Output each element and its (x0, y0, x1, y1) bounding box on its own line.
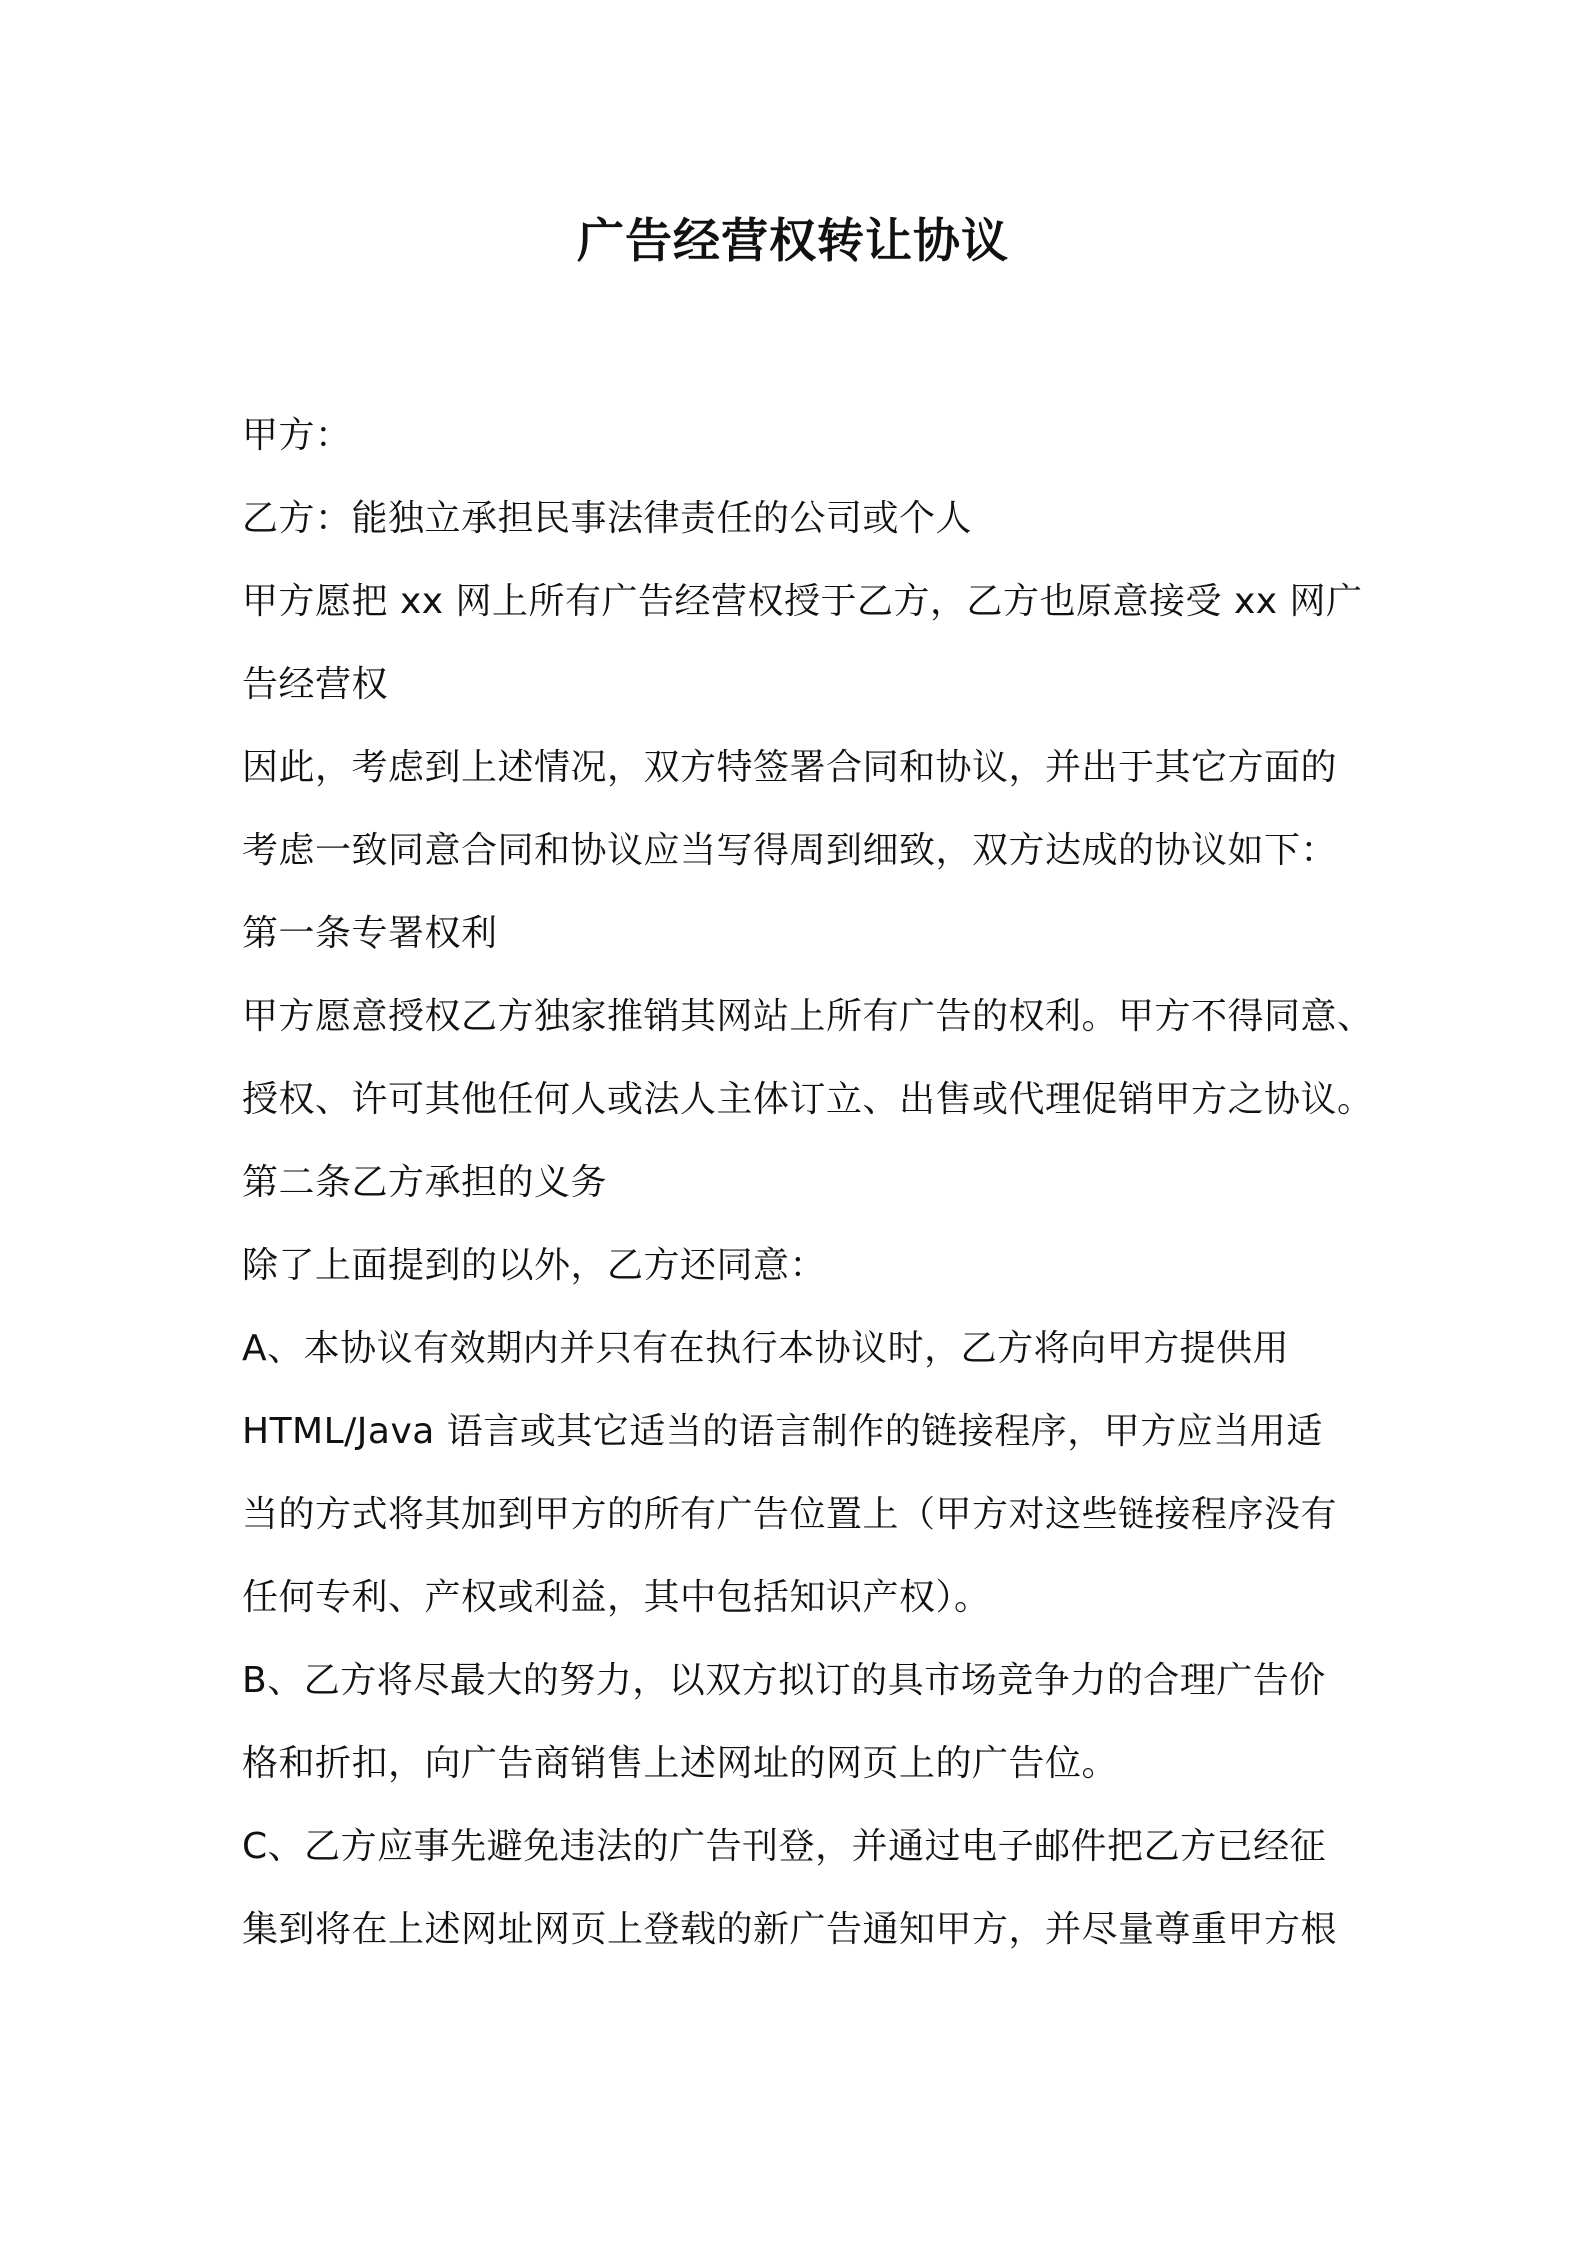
clause-line: 集到将在上述网址网页上登载的新广告通知甲方，并尽量尊重甲方根 (242, 1909, 1338, 1950)
body-line: 甲方愿把 xx 网上所有广告经营权授于乙方，乙方也原意接受 xx 网广 (242, 581, 1363, 622)
body-line: 因此，考虑到上述情况，双方特签署合同和协议，并出于其它方面的 (242, 747, 1338, 788)
clause-line: 格和折扣，向广告商销售上述网址的网页上的广告位。 (242, 1743, 1119, 1784)
clause-line: 任何专利、产权或利益，其中包括知识产权）。 (242, 1577, 991, 1618)
body-line: 除了上面提到的以外，乙方还同意： (242, 1245, 827, 1286)
clause-line: HTML/Java 语言或其它适当的语言制作的链接程序，甲方应当用适 (242, 1411, 1323, 1452)
body-line: 甲方愿意授权乙方独家推销其网站上所有广告的权利。甲方不得同意、 (242, 996, 1374, 1037)
body-line: 告经营权 (242, 664, 389, 705)
party-a-line: 甲方： (242, 415, 352, 456)
article-heading: 第二条乙方承担的义务 (242, 1162, 608, 1203)
document-title: 广告经营权转让协议 (577, 214, 1009, 269)
clause-line: B、乙方将尽最大的努力，以双方拟订的具市场竞争力的合理广告价 (242, 1660, 1326, 1701)
article-heading: 第一条专署权利 (242, 913, 498, 954)
party-b-line: 乙方：能独立承担民事法律责任的公司或个人 (242, 498, 973, 539)
document-body (242, 410, 1374, 1987)
clause-line: A、本协议有效期内并只有在执行本协议时，乙方将向甲方提供用 (242, 1328, 1290, 1369)
body-line: 授权、许可其他任何人或法人主体订立、出售或代理促销甲方之协议。 (242, 1079, 1374, 1120)
body-line: 考虑一致同意合同和协议应当写得周到细致，双方达成的协议如下： (242, 830, 1338, 871)
clause-line: 当的方式将其加到甲方的所有广告位置上（甲方对这些链接程序没有 (242, 1494, 1338, 1535)
clause-line: C、乙方应事先避免违法的广告刊登，并通过电子邮件把乙方已经征 (242, 1826, 1327, 1867)
